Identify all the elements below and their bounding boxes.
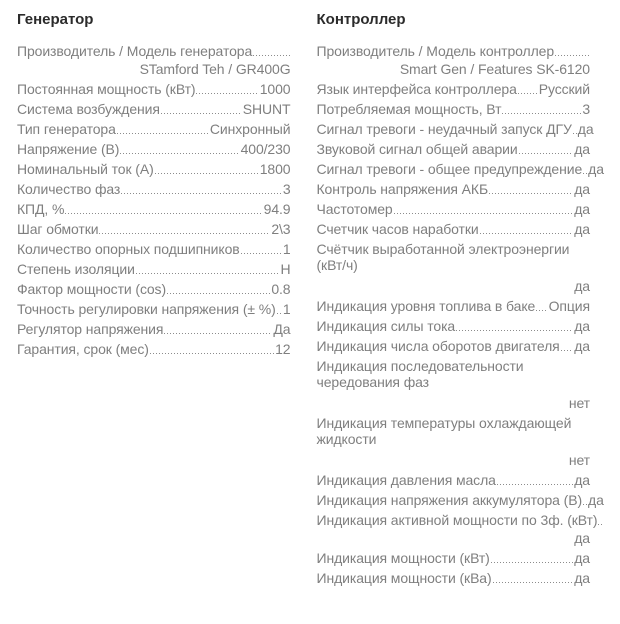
spec-value: 1 xyxy=(282,241,291,257)
spec-value-line xyxy=(317,395,591,411)
spec-label: Индикация уровня топлива в баке xyxy=(316,298,536,314)
generator-spec-rows xyxy=(17,43,291,357)
spec-line xyxy=(316,492,604,508)
spec-label: Звуковой сигнал общей аварии xyxy=(316,141,518,157)
spec-value: нет xyxy=(568,395,590,411)
dot-leader xyxy=(99,233,270,234)
spec-value-line xyxy=(317,530,591,546)
spec-line xyxy=(317,550,591,566)
spec-row xyxy=(17,181,291,197)
spec-row xyxy=(17,81,291,97)
spec-label: КПД, % xyxy=(17,201,65,217)
spec-value: да xyxy=(574,530,590,546)
spec-value: да xyxy=(574,278,590,294)
spec-value: Русский xyxy=(538,81,590,97)
spec-label: Производитель / Модель генератора xyxy=(17,43,253,59)
spec-row xyxy=(17,221,291,237)
spec-line xyxy=(317,81,591,97)
spec-row xyxy=(317,43,591,77)
spec-label: Индикация давления масла xyxy=(316,472,496,488)
spec-value: да xyxy=(574,221,590,237)
spec-line xyxy=(17,301,291,317)
dot-leader xyxy=(155,173,259,174)
spec-row xyxy=(317,570,591,586)
dot-leader xyxy=(164,333,272,334)
spec-label: Регулятор напряжения xyxy=(17,321,164,337)
spec-row xyxy=(317,298,591,314)
spec-value-line xyxy=(317,452,591,468)
spec-line xyxy=(17,43,291,59)
spec-line xyxy=(317,181,591,197)
spec-label: Потребляемая мощность, Вт xyxy=(316,101,502,117)
spec-line xyxy=(317,298,591,314)
spec-label: Количество фаз xyxy=(17,181,121,197)
spec-row xyxy=(317,241,591,294)
dot-leader xyxy=(277,313,282,314)
spec-label: Частотомер xyxy=(316,201,393,217)
dot-leader xyxy=(117,133,209,134)
spec-label: Производитель / Модель контроллер xyxy=(316,43,555,59)
spec-row xyxy=(316,492,604,508)
dot-leader xyxy=(497,484,573,485)
dot-leader xyxy=(150,353,274,354)
spec-label: Фактор мощности (cos) xyxy=(17,281,167,297)
spec-row xyxy=(317,415,591,468)
spec-value: да xyxy=(574,141,590,157)
spec-row xyxy=(316,161,604,177)
spec-line xyxy=(316,161,604,177)
spec-label: Сигнал тревоги - неудачный запуск ДГУ xyxy=(316,121,572,137)
spec-row xyxy=(316,512,598,546)
spec-value: 2\3 xyxy=(271,221,291,237)
spec-line xyxy=(317,201,591,217)
spec-value: да xyxy=(574,338,590,354)
spec-value: 400/230 xyxy=(240,141,291,157)
spec-row xyxy=(17,301,291,317)
spec-line xyxy=(317,318,591,334)
spec-line xyxy=(17,121,291,137)
spec-value: STamford Teh / GR400G xyxy=(139,61,291,77)
spec-value: Опция xyxy=(548,298,590,314)
spec-label: Постоянная мощность (кВт) xyxy=(17,81,196,97)
dot-leader xyxy=(161,113,242,114)
spec-row xyxy=(17,141,291,157)
spec-value: да xyxy=(574,570,590,586)
dot-leader xyxy=(561,350,574,351)
spec-value: да xyxy=(588,161,604,177)
dot-leader xyxy=(536,310,547,311)
spec-value: да xyxy=(574,318,590,334)
spec-row xyxy=(317,101,591,117)
spec-label: Индикация напряжения аккумулятора (В) xyxy=(316,492,583,508)
controller-spec-rows xyxy=(316,43,604,586)
spec-label: Индикация числа оборотов двигателя xyxy=(316,338,560,354)
spec-line xyxy=(317,43,591,59)
spec-value: 1800 xyxy=(259,161,291,177)
dot-leader xyxy=(394,213,574,214)
dot-leader xyxy=(493,582,574,583)
spec-value: 94.9 xyxy=(263,201,291,217)
spec-label: Точность регулировки напряжения (± %) xyxy=(17,301,276,317)
dot-leader xyxy=(65,213,262,214)
spec-value-line xyxy=(317,278,591,294)
spec-row xyxy=(17,43,291,77)
spec-line xyxy=(317,472,591,488)
dot-leader xyxy=(196,93,258,94)
generator-spec-section xyxy=(17,10,291,590)
spec-line xyxy=(17,321,291,337)
spec-label: Индикация мощности (кВа) xyxy=(316,570,492,586)
spec-line xyxy=(17,261,291,277)
spec-row xyxy=(17,121,291,137)
dot-leader xyxy=(136,273,280,274)
spec-value: SHUNT xyxy=(242,101,291,117)
spec-line xyxy=(17,161,291,177)
spec-label: Индикация активной мощности по 3ф. (кВт) xyxy=(316,512,598,528)
spec-label: Количество опорных подшипников xyxy=(17,241,240,257)
spec-value: 1000 xyxy=(259,81,291,97)
spec-row xyxy=(317,358,591,411)
dot-leader xyxy=(456,330,573,331)
spec-value: 0.8 xyxy=(271,281,291,297)
dot-leader xyxy=(519,153,574,154)
spec-label: Язык интерфейса контроллера xyxy=(316,81,517,97)
spec-value: да xyxy=(577,121,594,137)
section-title-controller: Контроллер xyxy=(316,11,406,28)
spec-row xyxy=(316,121,594,137)
spec-label: Гарантия, срок (мес) xyxy=(17,341,149,357)
spec-line xyxy=(17,221,291,237)
spec-label: Сигнал тревоги - общее предупреждение xyxy=(316,161,583,177)
spec-row xyxy=(317,81,591,97)
dot-leader xyxy=(518,93,538,94)
spec-row xyxy=(317,318,591,334)
spec-label: Система возбуждения xyxy=(17,101,160,117)
spec-line xyxy=(17,281,291,297)
spec-label: Счётчик выработанной электроэнергии (кВт/ч) xyxy=(316,241,570,273)
spec-label: Индикация силы тока xyxy=(316,318,456,334)
spec-row xyxy=(317,550,591,566)
spec-row xyxy=(317,201,591,217)
dot-leader xyxy=(502,113,581,114)
spec-line xyxy=(317,101,591,117)
spec-label: Тип генератора xyxy=(17,121,116,137)
spec-row xyxy=(17,261,291,277)
spec-line xyxy=(317,570,591,586)
dot-leader xyxy=(555,55,589,56)
spec-line xyxy=(17,181,291,197)
spec-line xyxy=(317,338,591,354)
spec-label: Контроль напряжения АКБ xyxy=(316,181,489,197)
spec-label: Индикация мощности (кВт) xyxy=(316,550,490,566)
spec-value: да xyxy=(574,201,590,217)
dot-leader xyxy=(583,173,587,174)
dot-leader xyxy=(583,504,587,505)
spec-value-line xyxy=(317,61,591,77)
spec-label: Индикация температуры охлаждающей жидкости xyxy=(316,415,572,447)
spec-value: Синхронный xyxy=(209,121,291,137)
dot-leader xyxy=(120,153,239,154)
spec-label: Счетчик часов наработки xyxy=(316,221,479,237)
spec-row xyxy=(17,101,291,117)
spec-value: 1 xyxy=(282,301,291,317)
spec-value-line xyxy=(17,61,291,77)
spec-value: 12 xyxy=(275,341,291,357)
dot-leader xyxy=(121,193,282,194)
spec-row xyxy=(317,221,591,237)
spec-line xyxy=(317,141,591,157)
spec-row xyxy=(317,472,591,488)
spec-value: Н xyxy=(280,261,291,277)
spec-line xyxy=(17,101,291,117)
spec-value: Да xyxy=(273,321,291,337)
spec-line xyxy=(317,221,591,237)
spec-row xyxy=(317,141,591,157)
spec-row xyxy=(317,338,591,354)
spec-value: 3 xyxy=(582,101,590,117)
spec-line xyxy=(316,512,598,528)
dot-leader xyxy=(489,193,573,194)
spec-row xyxy=(17,341,291,357)
spec-row xyxy=(17,321,291,337)
spec-label: Номинальный ток (А) xyxy=(17,161,154,177)
spec-value: да xyxy=(574,472,590,488)
spec-value: 3 xyxy=(282,181,291,197)
spec-value: да xyxy=(588,492,604,508)
spec-row xyxy=(17,241,291,257)
spec-row xyxy=(317,181,591,197)
dot-leader xyxy=(241,253,282,254)
dot-leader xyxy=(491,562,574,563)
dot-leader xyxy=(253,55,289,56)
section-title-generator: Генератор xyxy=(17,11,94,28)
spec-label: Напряжение (В) xyxy=(17,141,120,157)
spec-label: Степень изоляции xyxy=(17,261,135,277)
spec-line xyxy=(17,241,291,257)
controller-spec-section xyxy=(316,10,604,590)
spec-value: нет xyxy=(568,452,590,468)
spec-value: Smart Gen / Features SK-6120 xyxy=(399,61,590,77)
spec-label: Шаг обмотки xyxy=(17,221,99,237)
dot-leader xyxy=(480,233,574,234)
spec-line xyxy=(17,201,291,217)
spec-line xyxy=(17,81,291,97)
spec-value: да xyxy=(574,181,590,197)
spec-line xyxy=(17,341,291,357)
spec-line xyxy=(316,121,594,137)
spec-label: Индикация последовательности чередования фаз xyxy=(316,358,524,390)
dot-leader xyxy=(573,133,577,134)
spec-row xyxy=(17,201,291,217)
dot-leader xyxy=(598,524,602,525)
spec-value: да xyxy=(574,550,590,566)
spec-row xyxy=(17,281,291,297)
spec-row xyxy=(17,161,291,177)
dot-leader xyxy=(167,293,270,294)
spec-line xyxy=(17,141,291,157)
